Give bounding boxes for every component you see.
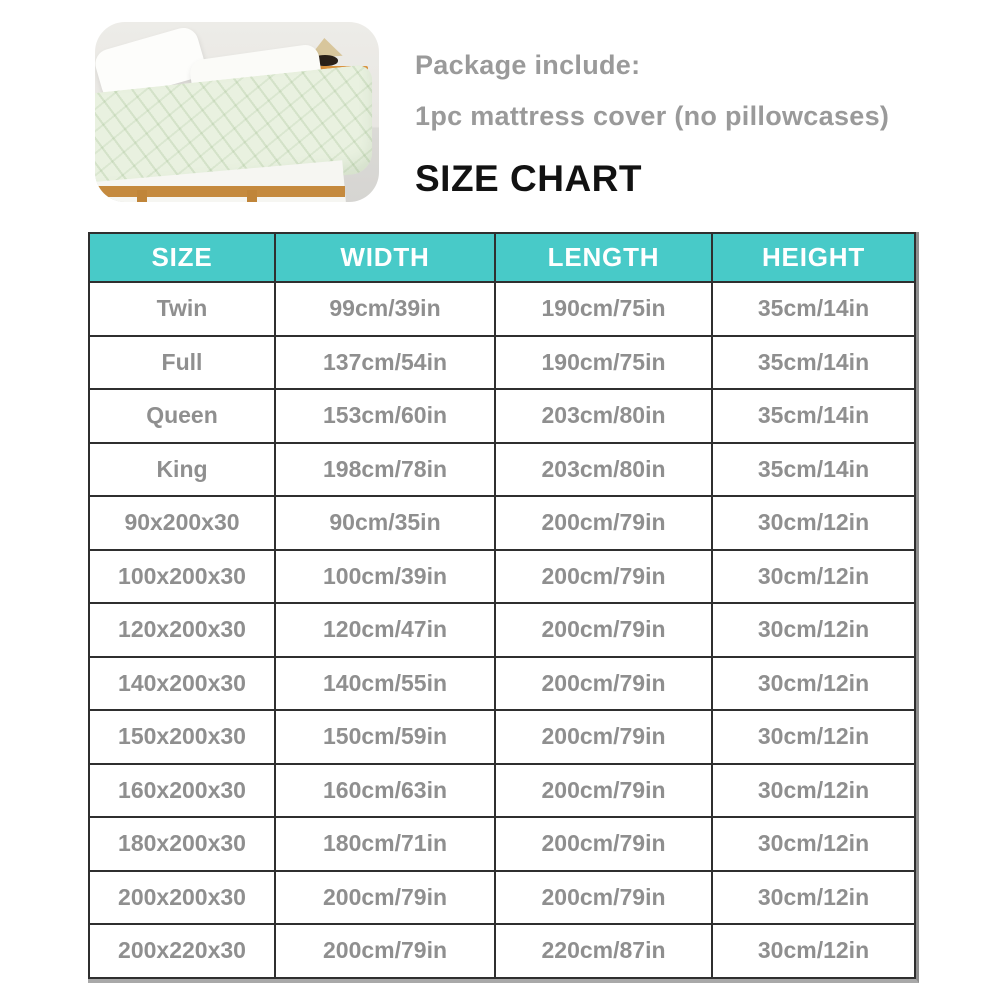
column-header-length: LENGTH — [495, 233, 712, 282]
bed-frame-leg — [137, 190, 147, 202]
table-cell: 35cm/14in — [712, 443, 915, 497]
bed-frame-rail — [95, 186, 345, 197]
package-include-label: Package include: — [415, 50, 641, 80]
table-cell: 140x200x30 — [89, 657, 275, 711]
table-cell: 200cm/79in — [495, 550, 712, 604]
table-cell: 90cm/35in — [275, 496, 495, 550]
table-row — [89, 550, 915, 604]
table-cell: 200cm/79in — [495, 817, 712, 871]
package-contents-text: 1pc mattress cover (no pillowcases) — [415, 101, 890, 131]
table-cell: 35cm/14in — [712, 336, 915, 390]
table-row — [89, 764, 915, 818]
table-cell: 160x200x30 — [89, 764, 275, 818]
table-cell: 190cm/75in — [495, 282, 712, 336]
table-cell: Twin — [89, 282, 275, 336]
table-cell: 100x200x30 — [89, 550, 275, 604]
table-cell: 200x220x30 — [89, 924, 275, 978]
table-cell: 200cm/79in — [495, 764, 712, 818]
table-cell: 200cm/79in — [495, 657, 712, 711]
table-row — [89, 924, 915, 978]
size-chart-table-wrapper — [88, 232, 919, 983]
table-row — [89, 603, 915, 657]
table-cell: 30cm/12in — [712, 817, 915, 871]
table-cell: 150cm/59in — [275, 710, 495, 764]
table-cell: 100cm/39in — [275, 550, 495, 604]
bed-frame-leg — [247, 190, 257, 202]
table-cell: 99cm/39in — [275, 282, 495, 336]
table-cell: 30cm/12in — [712, 924, 915, 978]
table-cell: 203cm/80in — [495, 389, 712, 443]
table-cell: Queen — [89, 389, 275, 443]
table-cell: 200cm/79in — [495, 603, 712, 657]
table-cell: 200cm/79in — [275, 871, 495, 925]
table-cell: 203cm/80in — [495, 443, 712, 497]
table-cell: King — [89, 443, 275, 497]
table-cell: 137cm/54in — [275, 336, 495, 390]
table-cell: 200cm/79in — [495, 710, 712, 764]
table-row — [89, 443, 915, 497]
table-row — [89, 336, 915, 390]
product-photo — [95, 22, 379, 202]
table-cell: 180x200x30 — [89, 817, 275, 871]
table-cell: 30cm/12in — [712, 550, 915, 604]
table-cell: 200cm/79in — [495, 871, 712, 925]
table-row — [89, 817, 915, 871]
table-cell: 153cm/60in — [275, 389, 495, 443]
table-cell: 30cm/12in — [712, 871, 915, 925]
table-row — [89, 871, 915, 925]
table-cell: 160cm/63in — [275, 764, 495, 818]
table-cell: 198cm/78in — [275, 443, 495, 497]
size-chart-title: SIZE CHART — [415, 158, 642, 199]
table-cell: 35cm/14in — [712, 389, 915, 443]
table-cell: 200cm/79in — [495, 496, 712, 550]
table-cell: 90x200x30 — [89, 496, 275, 550]
table-cell: 30cm/12in — [712, 496, 915, 550]
package-info — [415, 50, 889, 132]
table-header-row — [89, 233, 915, 282]
table-cell: 190cm/75in — [495, 336, 712, 390]
column-header-height: HEIGHT — [712, 233, 915, 282]
table-row — [89, 710, 915, 764]
table-cell: 30cm/12in — [712, 657, 915, 711]
table-row — [89, 282, 915, 336]
table-cell: 200cm/79in — [275, 924, 495, 978]
table-row — [89, 657, 915, 711]
table-row — [89, 389, 915, 443]
table-cell: 30cm/12in — [712, 603, 915, 657]
column-header-width: WIDTH — [275, 233, 495, 282]
table-cell: 200x200x30 — [89, 871, 275, 925]
table-cell: 150x200x30 — [89, 710, 275, 764]
table-cell: 140cm/55in — [275, 657, 495, 711]
table-cell: 120cm/47in — [275, 603, 495, 657]
table-cell: 220cm/87in — [495, 924, 712, 978]
table-cell: 30cm/12in — [712, 764, 915, 818]
table-cell: 180cm/71in — [275, 817, 495, 871]
table-cell: 120x200x30 — [89, 603, 275, 657]
size-chart-table — [88, 232, 916, 979]
column-header-size: SIZE — [89, 233, 275, 282]
table-cell: 30cm/12in — [712, 710, 915, 764]
table-cell: Full — [89, 336, 275, 390]
table-row — [89, 496, 915, 550]
table-cell: 35cm/14in — [712, 282, 915, 336]
size-chart-body — [89, 282, 915, 978]
